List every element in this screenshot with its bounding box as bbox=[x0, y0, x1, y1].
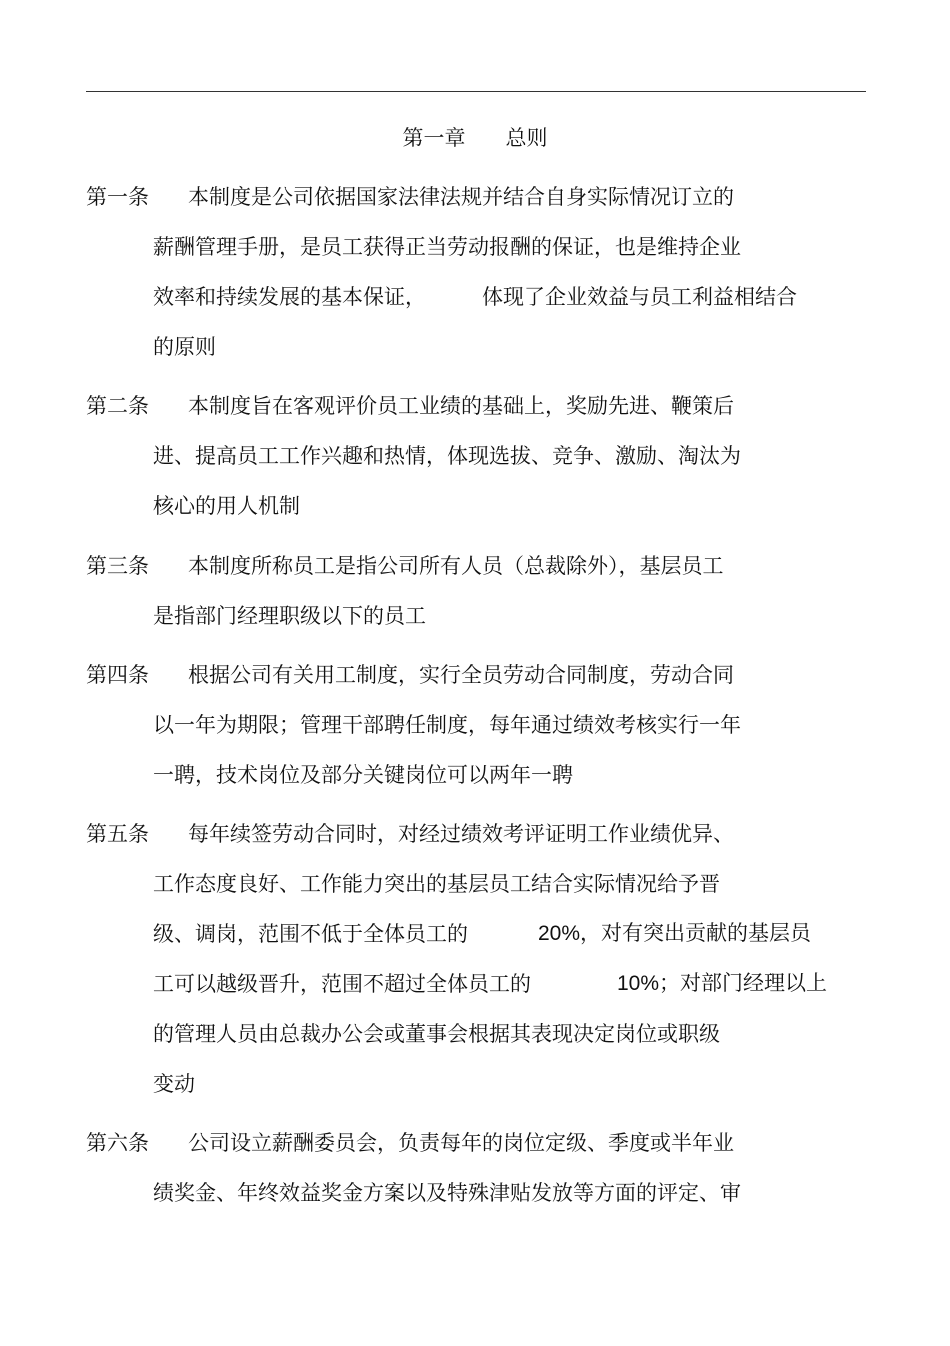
article-5-line-2: 工作态度良好、工作能力突出的基层员工结合实际情况给予晋 bbox=[153, 872, 720, 896]
article-5-line-1: 每年续签劳动合同时，对经过绩效考评证明工作业绩优异、 bbox=[188, 822, 734, 846]
article-4-line-2: 以一年为期限；管理干部聘任制度，每年通过绩效考核实行一年 bbox=[153, 713, 741, 737]
article-5-label: 第五条 bbox=[86, 822, 149, 846]
article-2-line-1: 本制度旨在客观评价员工业绩的基础上，奖励先进、鞭策后 bbox=[188, 394, 734, 418]
article-3-label: 第三条 bbox=[86, 554, 149, 578]
article-6-line-2: 绩奖金、年终效益奖金方案以及特殊津贴发放等方面的评定、审 bbox=[153, 1181, 741, 1205]
article-4-line-1: 根据公司有关用工制度，实行全员劳动合同制度，劳动合同 bbox=[188, 663, 734, 687]
article-1-line-3a: 效率和持续发展的基本保证， bbox=[153, 285, 426, 309]
article-1-line-4: 的原则 bbox=[153, 335, 216, 359]
chapter-number: 第一章 bbox=[402, 126, 466, 150]
article-3-line-2: 是指部门经理职级以下的员工 bbox=[153, 604, 426, 628]
chapter-title: 总则 bbox=[505, 126, 548, 150]
article-6-label: 第六条 bbox=[86, 1131, 149, 1155]
article-1-line-3b: 体现了企业效益与员工利益相结合 bbox=[482, 285, 797, 309]
article-5-line-3b: 20%，对有突出贡献的基层员 bbox=[538, 922, 812, 945]
article-1-line-1: 本制度是公司依据国家法律法规并结合自身实际情况订立的 bbox=[188, 185, 734, 209]
article-5-line-5: 的管理人员由总裁办公会或董事会根据其表现决定岗位或职级 bbox=[153, 1022, 720, 1046]
article-5-line-4a: 工可以越级晋升，范围不超过全体员工的 bbox=[153, 972, 531, 996]
article-4-line-3: 一聘，技术岗位及部分关键岗位可以两年一聘 bbox=[153, 763, 573, 787]
article-4-label: 第四条 bbox=[86, 663, 149, 687]
article-5-line-6: 变动 bbox=[153, 1072, 195, 1096]
header-rule bbox=[86, 91, 866, 92]
article-2-line-2: 进、提高员工工作兴趣和热情，体现选拔、竞争、激励、淘汰为 bbox=[153, 444, 741, 468]
article-3-line-1: 本制度所称员工是指公司所有人员（总裁除外），基层员工 bbox=[188, 554, 724, 578]
article-5-line-3a: 级、调岗，范围不低于全体员工的 bbox=[153, 922, 468, 946]
article-1-label: 第一条 bbox=[86, 185, 149, 209]
article-5-line-4b: 10%；对部门经理以上 bbox=[617, 972, 828, 995]
article-2-line-3: 核心的用人机制 bbox=[153, 494, 300, 518]
article-6-line-1: 公司设立薪酬委员会，负责每年的岗位定级、季度或半年业 bbox=[188, 1131, 734, 1155]
chapter-heading bbox=[0, 122, 950, 154]
article-2-label: 第二条 bbox=[86, 394, 149, 418]
article-1-line-2: 薪酬管理手册，是员工获得正当劳动报酬的保证，也是维持企业 bbox=[153, 235, 741, 259]
